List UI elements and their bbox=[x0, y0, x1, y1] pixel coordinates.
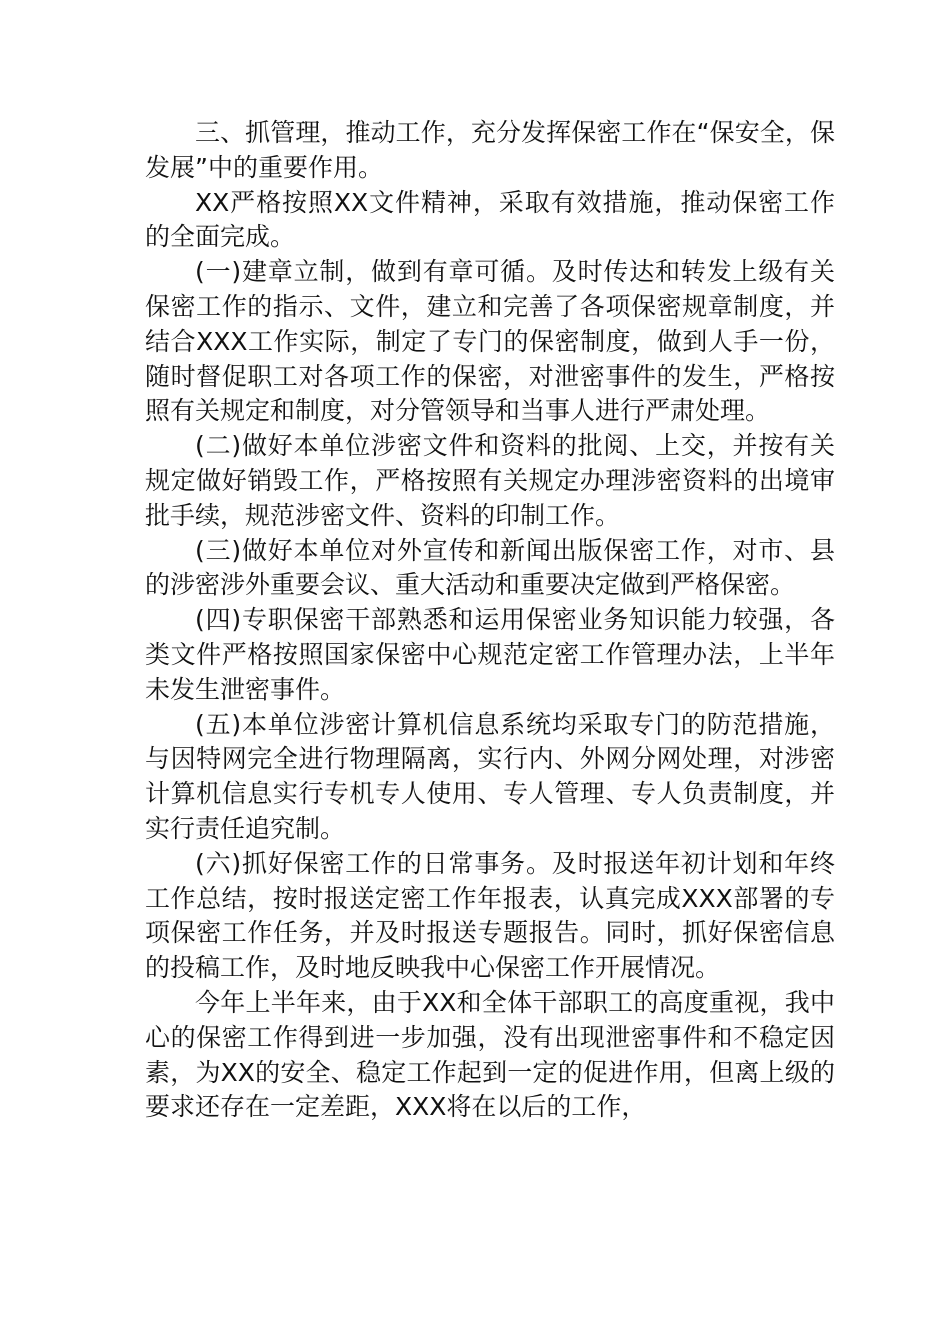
document-page bbox=[145, 116, 835, 1125]
intro-paragraph: XX严格按照XX文件精神，采取有效措施，推动保密工作的全面完成。 bbox=[145, 187, 835, 252]
item-6-paragraph: (六)抓好保密工作的日常事务。及时报送年初计划和年终工作总结，按时报送定密工作年报表，认真完成XXX部署的专项保密工作任务，并及时报送专题报告。同时，抓好保密信息的投稿工作，及时地反映我中心保密工作开展情况。 bbox=[145, 848, 835, 983]
summary-paragraph: 今年上半年来，由于XX和全体干部职工的高度重视，我中心的保密工作得到进一步加强，没有出现泄密事件和不稳定因素，为XX的安全、稳定工作起到一定的促进作用，但离上级的要求还存在一定差距，XXX将在以后的工作， bbox=[145, 987, 835, 1122]
item-1-paragraph: (一)建章立制，做到有章可循。及时传达和转发上级有关保密工作的指示、文件，建立和完善了各项保密规章制度，并结合XXX工作实际，制定了专门的保密制度，做到人手一份，随时督促职工对各项工作的保密，对泄密事件的发生，严格按照有关规定和制度，对分管领导和当事人进行严肃处理。 bbox=[145, 257, 835, 426]
item-4-paragraph: (四)专职保密干部熟悉和运用保密业务知识能力较强，各类文件严格按照国家保密中心规范定密工作管理办法，上半年未发生泄密事件。 bbox=[145, 605, 835, 704]
item-3-paragraph: (三)做好本单位对外宣传和新闻出版保密工作，对市、县的涉密涉外重要会议、重大活动和重要决定做到严格保密。 bbox=[145, 535, 835, 600]
item-2-paragraph: (二)做好本单位涉密文件和资料的批阅、上交，并按有关规定做好销毁工作，严格按照有关规定办理涉密资料的出境审批手续，规范涉密文件、资料的印制工作。 bbox=[145, 431, 835, 530]
item-5-paragraph: (五)本单位涉密计算机信息系统均采取专门的防范措施，与因特网完全进行物理隔离，实行内、外网分网处理，对涉密计算机信息实行专机专人使用、专人管理、专人负责制度，并实行责任追究制。 bbox=[145, 709, 835, 843]
section-heading: 三、抓管理，推动工作，充分发挥保密工作在“保安全，保发展”中的重要作用。 bbox=[145, 118, 835, 182]
